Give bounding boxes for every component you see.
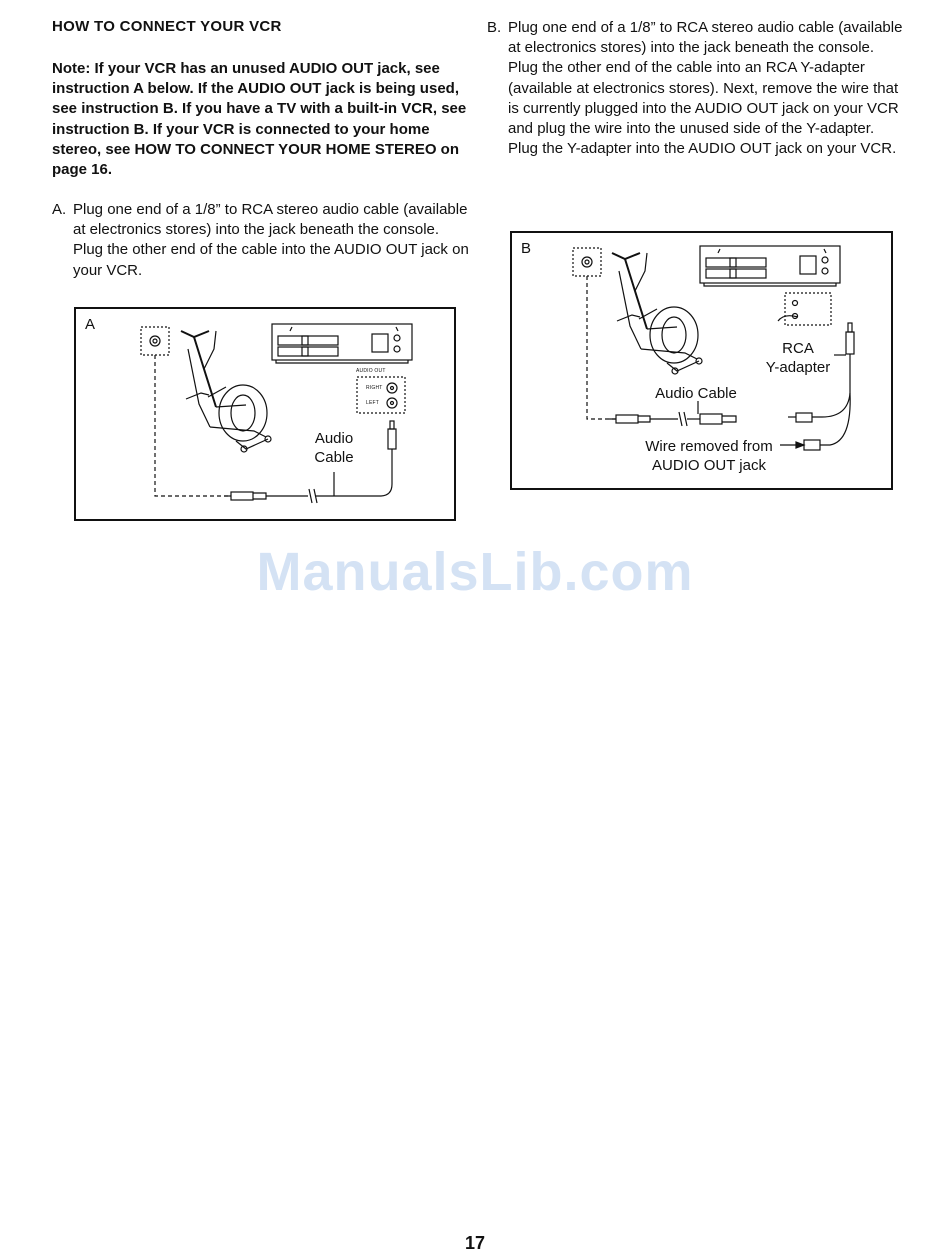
page-heading: HOW TO CONNECT YOUR VCR [52, 18, 282, 35]
audio-cable-label: Audio Cable [655, 385, 737, 402]
instruction-note: Note: If your VCR has an unused AUDIO OUT jack, see instruction A below. If the AUDIO OUT jack is being used, see instruction B. If you have a TV with a built-in VCR, see instruction B. If your VCR is connected to your home stereo, see HOW TO CONNECT YOUR HOME STEREO on page 16. [52, 60, 467, 179]
rca-callout-line2: Y-adapter [765, 359, 831, 376]
wire-removed-callout [634, 437, 784, 475]
page-number: 17 [464, 1233, 486, 1253]
instruction-b [487, 18, 907, 159]
wire-removed-line1: Wire removed from [645, 438, 773, 455]
left-jack-label: LEFT [366, 400, 380, 406]
rca-callout-line1: RCA [782, 340, 814, 357]
instruction-a [52, 200, 472, 281]
instruction-a-letter: A. [52, 201, 67, 218]
instruction-a-text: Plug one end of a 1/8” to RCA stereo audio cable (available at electronics stores) into the jack beneath the console. Plug the other end of the cable into the AUDIO OUT jack on your VCR. [73, 201, 469, 279]
figure-a [74, 307, 456, 521]
figure-b [510, 231, 893, 490]
figure-b-label: B [521, 240, 532, 257]
audio-cable-callout [308, 429, 360, 467]
wire-removed-line2: AUDIO OUT jack [652, 457, 766, 474]
instruction-b-text: Plug one end of a 1/8” to RCA stereo audio cable (available at electronics stores) into the jack beneath the console. Plug the other end of the cable into an RCA Y-adapter (available at electronics stores). Next, remove the wire that is currently plugged into the AUDIO OUT jack on your VCR and plug the wire into the unused side of the Y-adapter. Plug the Y-adapter into the AUDIO OUT jack on your VCR. [508, 19, 903, 158]
audio-cable-callout-line2: Cable [314, 449, 354, 466]
audio-cable-callout-line1: Audio [314, 430, 354, 447]
figure-a-illustration [76, 309, 454, 519]
instruction-b-letter: B. [487, 19, 502, 36]
rca-y-adapter-callout [756, 339, 840, 377]
watermark: ManualsLib.com [256, 542, 694, 602]
figure-a-label: A [85, 316, 96, 333]
right-jack-label: RIGHT [366, 385, 383, 391]
audio-out-label: AUDIO OUT [356, 368, 386, 374]
